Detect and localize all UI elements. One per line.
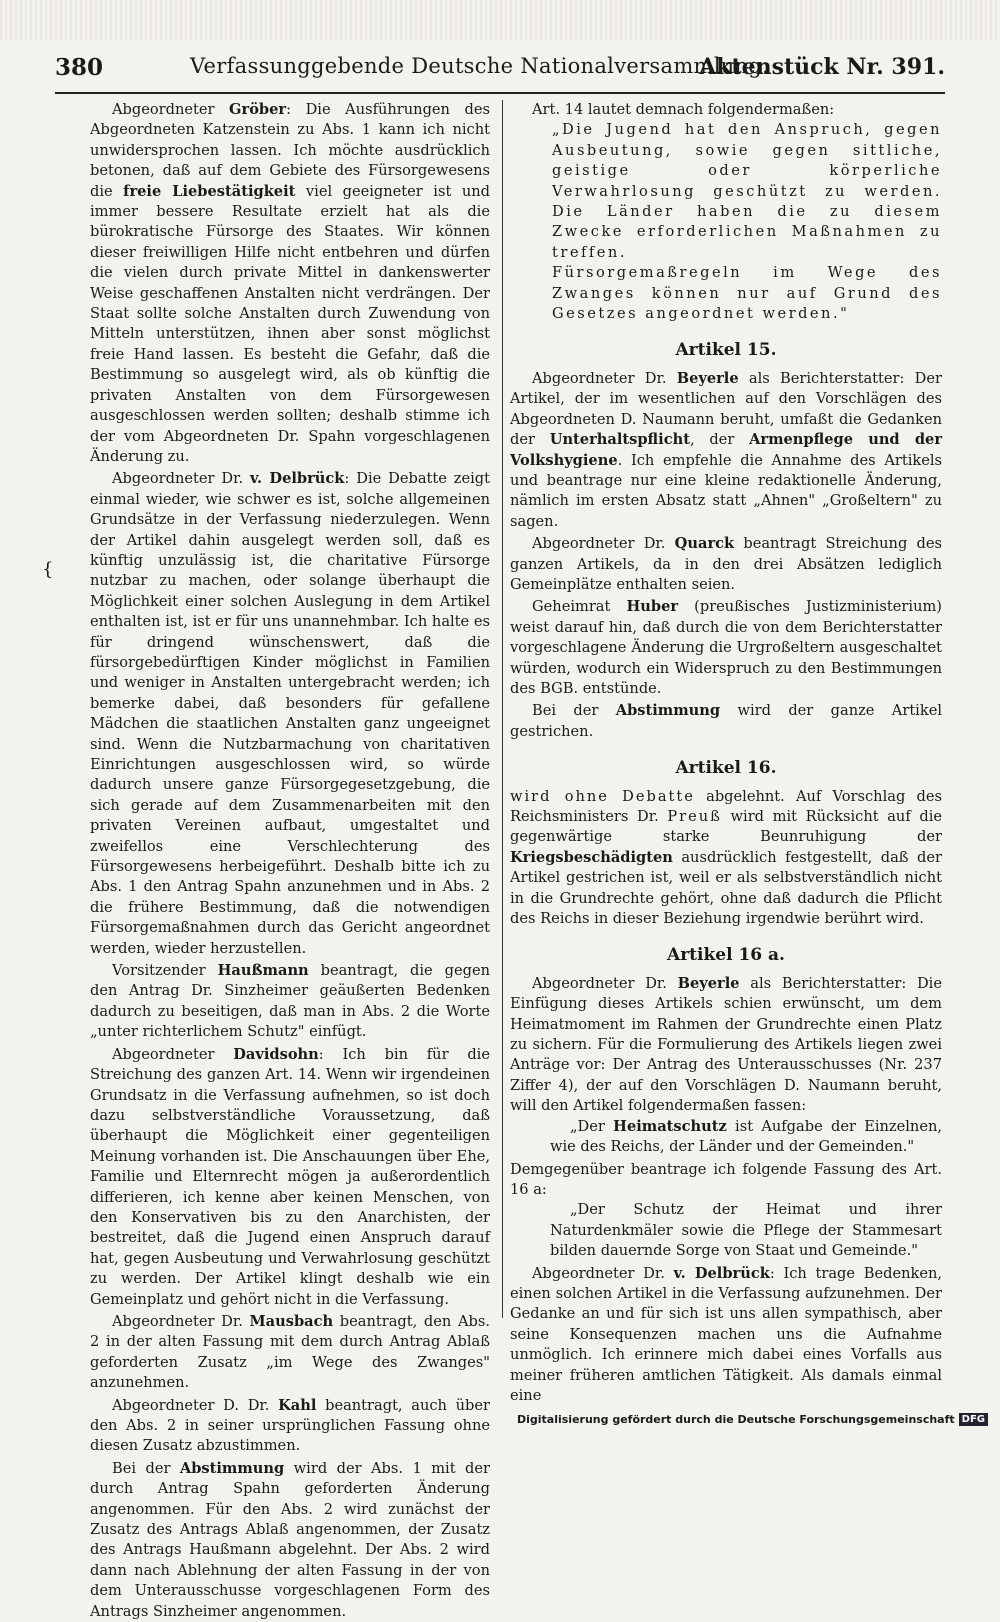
paragraph-huber: Geheimrat Huber (preußisches Justizministerium) weist darauf hin, daß durch die von dem Berichterstatter vorgeschlagene Änderung die Urgroßeltern ausgeschaltet würden, wodurch ein Widerspruch zu den Bestimmungen des BGB. entstünde. — [510, 598, 942, 697]
credit-text: Digitalisierung gefördert durch die Deutsche Forschungsgemeinschaft — [516, 1413, 955, 1426]
paragraph-quarck: Abgeordneter Dr. Quarck beantragt Streichung des ganzen Artikels, da in den drei Absätzen lediglich Gemeinplätze enthalten seien. — [510, 535, 942, 593]
margin-bracket: { — [42, 559, 54, 580]
paragraph-delbrueck-16a: Abgeordneter Dr. v. Delbrück: Ich trage Bedenken, einen solchen Artikel in die Verfassung aufzunehmen. Der Gedanke an und für sich ist uns allen sympathisch, aber seine Konsequenzen machen uns die Aufnahme unmöglich. Ich erinnere mich dabei eines Vorfalls aus meiner früheren amtlichen Tätigkeit. Als damals einmal eine — [510, 1264, 942, 1404]
paragraph-delbrueck: Abgeordneter Dr. v. Delbrück: Die Debatte zeigt einmal wieder, wie schwer es ist, solche allgemeinen Grundsätze in der Verfassung niederzulegen. Wenn der Artikel dahin ausgelegt werden soll, daß es künftig unzulässig ist, die charitative Fürsorge nutzbar zu machen, oder solange überhaupt die Möglichkeit einer solchen Auslegung in dem Artikel enthalten ist, ist er für uns unannehmbar. Ich halte es für dringend wünschenswert, daß die fürsorgebedürftigen Kinder möglichst in Familien und weniger in Anstalten untergebracht werden; ich bemerke dabei, daß besonders für gefallene Mädchen die staatlichen Anstalten ganz ungeeignet sind. Wenn die Nutzbarmachung von charitativen Einrichtungen ausgeschlossen wird, so würde dadurch unsere ganze Fürsorgegesetzgebung, die sich gerade auf dem Zusammenarbeiten mit den privaten Vereinen aufbaut, umgestaltet und zweifellos eine Verschlechterung des Fürsorgewesens herbeigeführt. Deshalb bitte ich zu Abs. 1 den Antrag Spahn anzunehmen und in Abs. 2 die frühere Bestimmung, daß die notwendigen Fürsorgemaßnahmen durch das Gericht angeordnet werden, wieder herzustellen. — [90, 470, 490, 957]
paragraph-abstimmung-15: Bei der Abstimmung wird der ganze Artikel gestrichen. — [510, 702, 943, 740]
heading-artikel-15: Artikel 15. — [675, 340, 777, 361]
heading-artikel-16a: Artikel 16 a. — [667, 945, 785, 966]
quote-heimatschutz: „Der Heimatschutz ist Aufgabe der Einzelnen, wie des Reichs, der Länder und der Gemeinden." — [550, 1117, 942, 1156]
paragraph-davidsohn: Abgeordneter Davidsohn: Ich bin für die Streichung des ganzen Art. 14. Wenn wir irgendeinen Grundsatz in die Verfassung aufnehmen, so ist doch dazu selbstverständliche Voraussetzung, daß überhaupt die Möglichkeit einer gegenteiligen Meinung vorhanden ist. Die Anschauungen über Ehe, Familie und Elternrecht mögen ja außerordentlich differieren, ich kenne aber keinen Menschen, von den Konservativen bis zu den Anarchisten, der bestreitet, daß die Jugend einen Anspruch darauf hat, gegen Ausbeutung und Verwahrlosung geschützt zu werden. Der Artikel klingt deshalb wie ein Gemeinplatz und gehört nicht in die Verfassung. — [90, 1045, 490, 1308]
paragraph-groeber: Abgeordneter Gröber: Die Ausführungen des Abgeordneten Katzenstein zu Abs. 1 kann ich nicht unwidersprochen lassen. Ich möchte ausdrücklich betonen, daß auf dem Gebiete des Fürsorgewesens die freie Liebestätigkeit viel geeigneter ist und immer bessere Resultate erzielt hat als die bürokratische Fürsorge des Staates. Wir können dieser freiwilligen Hilfe nicht entbehren und dürfen die vielen durch private Mittel in dankenswerter Weise geschaffenen Anstalten nicht verdrängen. Der Staat sollte solche Anstalten durch Zuwendung von Mitteln unterstützen, ihnen aber sonst möglichst freie Hand lassen. Es besteht die Gefahr, daß die Bestimmung so ausgelegt wird, als ob künftig die privaten Anstalten von dem Fürsorgewesen ausgeschlossen werden sollten; deshalb stimme ich der vom Abgeordneten Dr. Spahn vorgeschlagenen Änderung zu. — [90, 101, 490, 465]
art14-quote-2: Fürsorgemaßregeln im Wege des Zwanges können nur auf Grund des Gesetzes angeordnet werden." — [552, 264, 942, 323]
dfg-logo: DFG — [959, 1413, 988, 1426]
document-number: Aktenstück Nr. 391. — [699, 54, 945, 80]
paragraph-beyerle-15: Abgeordneter Dr. Beyerle als Berichterstatter: Der Artikel, der im wesentlichen auf den Vorschlägen des Abgeordneten D. Naumann beruht, umfaßt die Gedanken der Unterhaltspflicht, der Armenpflege und der Volkshygiene. Ich empfehle die Annahme des Artikels und beantrage nur eine kleine redaktionelle Änderung, nämlich im ersten Absatz statt „Ahnen" „Großeltern" zu sagen. — [510, 369, 943, 530]
paragraph-haussmann: Vorsitzender Haußmann beantragt, die gegen den Antrag Dr. Sinzheimer geäußerten Bedenken dadurch zu beseitigen, daß man in Abs. 2 die Worte „unter richterlichem Schutz" einfügt. — [90, 962, 490, 1041]
digitization-credit — [517, 1413, 988, 1426]
running-title: Verfassunggebende Deutsche Nationalversammlung. — [190, 54, 770, 78]
art14-intro: Art. 14 lautet demnach folgendermaßen: — [532, 101, 835, 118]
paragraph-beyerle-16a: Abgeordneter Dr. Beyerle als Berichterstatter: Die Einfügung dieses Artikels schien erwünscht, um dem Heimatmoment im Rahmen der Grundrechte einen Platz zu sichern. Für die Formulierung des Artikels liegen zwei Anträge vor: Der Antrag des Unterausschusses (Nr. 237 Ziffer 4), der auf den Vorschlägen D. Naumann beruht, will den Artikel folgendermaßen fassen: — [510, 974, 942, 1115]
left-column — [90, 100, 490, 1622]
quote-schutz-der-heimat: „Der Schutz der Heimat und ihrer Naturdenkmäler sowie die Pflege der Stammesart bilden dauernde Sorge von Staat und Gemeinde." — [550, 1201, 942, 1260]
paragraph-demgegenueber: Demgegenüber beantrage ich folgende Fassung des Art. 16 a: — [510, 1160, 942, 1198]
paragraph-abstimmung: Bei der Abstimmung wird der Abs. 1 mit der durch Antrag Spahn geforderten Änderung angenommen. Für den Abs. 2 wird zunächst der Zusatz des Antrags Ablaß angenommen, der Zusatz des Antrags Haußmann abgelehnt. Der Abs. 2 wird dann nach Ablehnung der alten Fassung in der von dem Unterausschusse vorgeschlagenen Form des Antrags Sinzheimer angenommen. — [90, 1459, 490, 1620]
heading-artikel-16: Artikel 16. — [675, 758, 777, 779]
scan-edge-noise — [0, 0, 1000, 40]
column-divider — [502, 100, 503, 1318]
page-number: 380 — [55, 54, 104, 81]
paragraph-kahl: Abgeordneter D. Dr. Kahl beantragt, auch über den Abs. 2 in seiner ursprünglichen Fassung ohne diesen Zusatz abzustimmen. — [90, 1396, 490, 1455]
art14-quote-1: „Die Jugend hat den Anspruch, gegen Ausbeutung, sowie gegen sittliche, geistige oder körperliche Verwahrlosung geschützt zu werden. Die Länder haben die zu diesem Zwecke erforderlichen Maßnahmen zu treffen. — [552, 121, 942, 261]
paragraph-mausbach: Abgeordneter Dr. Mausbach beantragt, den Abs. 2 in der alten Fassung mit dem durch Antrag Ablaß geforderten Zusatz „im Wege des Zwanges" anzunehmen. — [90, 1312, 490, 1392]
page-header — [55, 52, 945, 94]
paragraph-artikel-16: wird ohne Debatte abgelehnt. Auf Vorschlag des Reichsministers Dr. Preuß wird mit Rücksicht auf die gegenwärtige starke Beunruhigung der Kriegsbeschädigten ausdrücklich festgestellt, daß der Artikel gestrichen ist, weil er als selbstverständlich nicht in die Grundrechte gehört, ohne daß dadurch die Pflicht des Reichs in dieser Beziehung irgendwie berührt wird. — [510, 787, 942, 928]
right-column — [510, 100, 942, 1406]
